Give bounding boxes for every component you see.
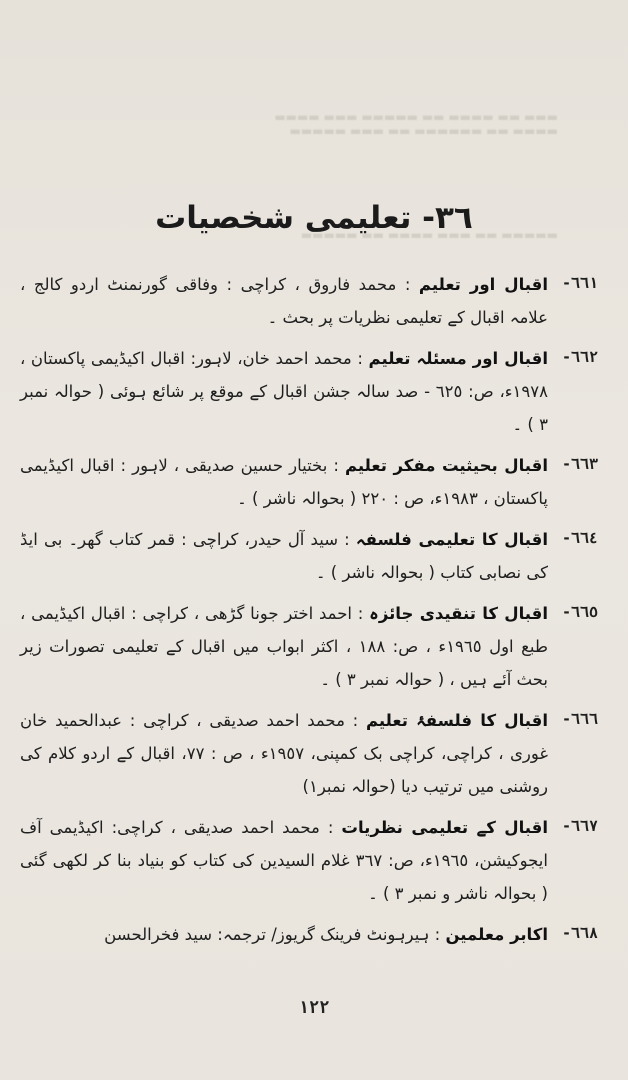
entry-title: اقبال کا تنقیدی جائزہ: [369, 604, 548, 623]
entry-title: اقبال کا تعلیمی فلسفہ: [355, 530, 548, 549]
entry-title: اکابر معلمین: [445, 925, 548, 944]
entry-details: : محمد احمد خان، لاہور: اقبال اکیڈیمی پاکستان ، ١٩٧٨ء، ص: ٦٢٥ - صد سالہ جشن اقبال کے موقع پر شائع ہوئی ( حوالہ نمبر ٣ ) ۔: [20, 349, 548, 434]
bibliography-entry: [20, 918, 612, 951]
entry-body: [20, 523, 548, 589]
entry-number: -٦٦٨: [561, 924, 599, 942]
show-through-text: ▬▬▬▬▬ ▬▬ ▬▬▬ ▬▬▬▬ ▬▬ ▬▬▬▬▬: [300, 228, 558, 242]
bibliography-entry: [20, 449, 612, 515]
entry-details: : سید آل حیدر، کراچی : قمر کتاب گھر۔ بی ایڈ کی نصابی کتاب ( بحوالہ ناشر ) ۔: [20, 530, 548, 582]
entry-details: : محمد فاروق ، کراچی : وفاقی گورنمنٹ اردو کالج ، علامہ اقبال کے تعلیمی نظریات پر بحث ۔: [20, 275, 548, 327]
entry-body: [20, 811, 548, 910]
entry-details: : بختیار حسین صدیقی ، لاہور : اقبال اکیڈیمی پاکستان ، ١٩٨٣ء، ص : ٢٢٠ ( بحوالہ ناشر ) ۔: [20, 456, 548, 508]
entry-body: [20, 268, 548, 334]
entry-body: [20, 342, 548, 441]
bibliography-entry: [20, 704, 612, 803]
section-heading: ٣٦- تعلیمی شخصیات: [155, 200, 473, 236]
entry-title: اقبال اور مسئلہ تعلیم: [368, 349, 548, 368]
entry-details: : محمد احمد صدیقی ، کراچی : عبدالحمید خان غوری ، کراچی، کراچی بک کمپنی، ١٩٥٧ء ، ص : ٧٧، اقبال کے اردو کلام کی روشنی میں ترتیب دیا (حوالہ نمبر١): [20, 711, 548, 796]
entry-title: اقبال کے تعلیمی نظریات: [341, 818, 548, 837]
bibliography-list: [20, 268, 612, 959]
entry-details: : محمد احمد صدیقی ، کراچی: اکیڈیمی آف ایجوکیشن، ١٩٦٥ء، ص: ٣٦٧ غلام السیدین کی کتاب کو بنیاد بنا کر لکھی گئی ( بحوالہ ناشر و نمبر ٣ ) ۔: [20, 818, 548, 903]
entry-body: [20, 704, 548, 803]
entry-title: اقبال بحیثیت مفکر تعلیم: [344, 456, 548, 475]
bibliography-entry: [20, 811, 612, 910]
entry-number: -٦٦٢: [561, 348, 599, 366]
entry-body: [20, 449, 548, 515]
entry-number: -٦٦٥: [561, 603, 599, 621]
entry-number: -٦٦٤: [561, 529, 599, 547]
bibliography-entry: [20, 597, 612, 696]
bibliography-entry: [20, 342, 612, 441]
entry-details: : ہیرہونٹ فرینک گریوز/ ترجمہ: سید فخرالحسن: [104, 925, 446, 944]
entry-number: -٦٦٣: [561, 455, 599, 473]
entry-number: -٦٦١: [561, 274, 599, 292]
bibliography-entry: [20, 268, 612, 334]
bibliography-entry: [20, 523, 612, 589]
show-through-text: ▬▬▬ ▬▬ ▬▬▬▬ ▬▬ ▬▬▬▬▬ ▬▬▬ ▬▬▬▬ ▬▬▬▬ ▬▬ ▬▬▬▬▬▬ ▬▬ ▬▬▬ ▬▬▬▬▬: [274, 110, 558, 138]
entry-title: اقبال اور تعلیم: [418, 275, 548, 294]
entry-details: : احمد اختر جونا گڑھی ، کراچی : اقبال اکیڈیمی ، طبع اول ١٩٦٥ء ، ص: ١٨٨ ، اکثر ابواب میں اقبال کے تعلیمی تصورات زیر بحث آئے ہیں ، ( حوالہ نمبر ٣ ) ۔: [20, 604, 548, 689]
entry-number: -٦٦٧: [561, 817, 599, 835]
entry-body: [20, 918, 548, 951]
page-number: ١٢٢: [298, 998, 330, 1018]
entry-title: اقبال کا فلسفۂ تعلیم: [365, 711, 548, 730]
entry-body: [20, 597, 548, 696]
entry-number: -٦٦٦: [561, 710, 599, 728]
